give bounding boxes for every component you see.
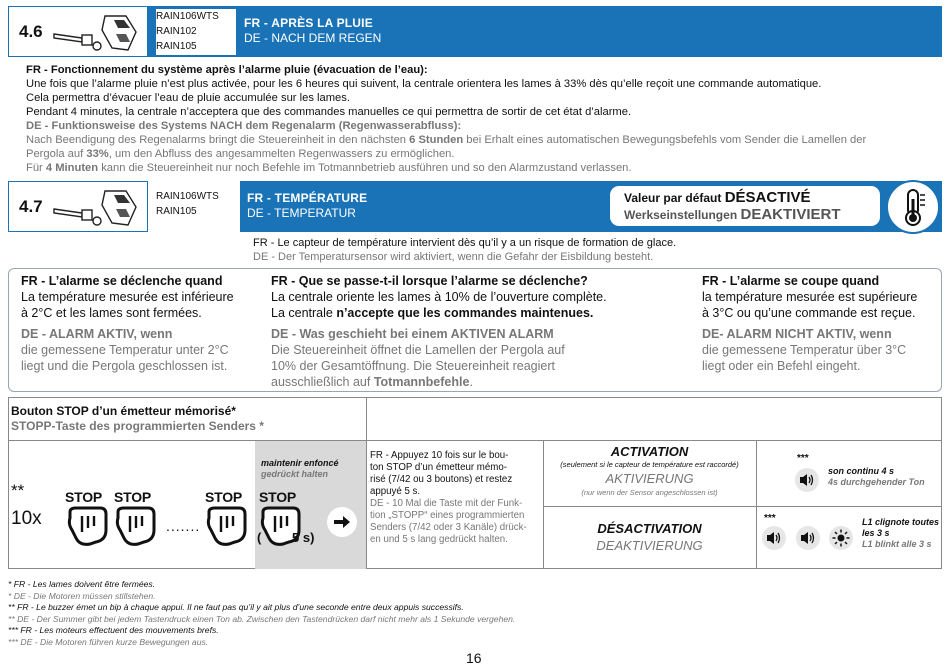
c2-fr-bold: n’accepte que les commandes maintenues.: [336, 306, 594, 320]
rain-de-text: bei Erhalt eines automatischen Bewegungsbefehls vom Sender die Lamellen der: [463, 134, 867, 146]
thermometer-badge: [886, 180, 940, 234]
ellipsis: .......: [166, 518, 201, 534]
c1-fr-line: à 2°C et les lames sont fermées.: [21, 306, 202, 320]
instr-de-line: tion „STOPP“ eines programmierten: [370, 510, 525, 521]
result-fr: les 3 s: [862, 528, 890, 538]
header-de: STOPP-Taste des programmierten Senders *: [11, 419, 264, 433]
instr-de-line: en und 5 s lang gedrückt halten.: [370, 534, 508, 545]
pergola-motor-icon: [52, 187, 142, 227]
title-de: DE - TEMPERATUR: [247, 206, 356, 220]
c3-fr-line: la température mesurée est supérieure: [702, 290, 918, 304]
model-name: RAIN106WTS: [156, 191, 219, 202]
instruction-text: [370, 450, 542, 546]
instr-de-line: Senders (7/42 oder 3 Kanäle) drück-: [370, 522, 527, 533]
c3-de-line: die gemessene Temperatur über 3°C: [702, 343, 907, 357]
c3-de-line: liegt oder ein Befehl eingeht.: [702, 359, 861, 373]
c1-de-line: die gemessene Temperatur unter 2°C: [21, 343, 229, 357]
hold-time: 5 s): [292, 530, 315, 545]
rain-de-bold: 4 Minuten: [45, 162, 99, 174]
table-divider: [8, 440, 942, 441]
c3-fr-head: FR - L’alarme se coupe quand: [702, 274, 880, 288]
stop-label: STOP: [259, 489, 297, 505]
rain-de-text: Nach Beendigung des Regenalarms bringt die Steuereinheit in den nächsten: [26, 134, 410, 146]
hold-de: gedrückt halten: [261, 469, 329, 479]
activation-de: AKTIVIERUNG: [605, 471, 694, 486]
default-fr: [624, 189, 880, 206]
temperature-intro: [253, 236, 676, 264]
c2-de-line: Die Steuereinheit öffnet die Lamellen der Pergola auf: [271, 343, 565, 357]
hand-press-icon: [66, 506, 110, 548]
footnote: *** DE - Die Motoren führen kurze Bewegungen aus.: [8, 636, 209, 647]
rain-paragraph: [26, 63, 926, 175]
footnote: * FR - Les lames doivent être fermées.: [8, 579, 156, 589]
c2-de-text: .: [469, 375, 473, 389]
deactivation-cell: [543, 521, 756, 554]
result-fr: L1 clignote toutes: [862, 517, 940, 527]
result-de: L1 blinkt alle 3 s: [862, 539, 932, 549]
model-name: RAIN105: [156, 206, 197, 217]
header-fr: Bouton STOP d’un émetteur mémorisé*: [11, 404, 236, 418]
default-de: [624, 206, 880, 223]
speaker-icon: [762, 526, 786, 550]
rain-de-text: Pergola auf: [26, 148, 87, 160]
c1-fr-head: FR - L’alarme se déclenche quand: [21, 274, 223, 288]
rain-de-heading: DE - Funktionsweise des Systems NACH dem Regenalarm (Regenwasserabfluss):: [26, 120, 462, 132]
alarm-col-effect: [271, 273, 671, 390]
result-de: 4s durchgehender Ton: [828, 477, 925, 487]
speaker-icon: [795, 468, 819, 492]
instr-fr-line: FR - Appuyez 10 fois sur le bou-: [370, 450, 509, 461]
section-number: 4.7: [19, 196, 43, 216]
default-de-label: Werkseinstellungen: [624, 208, 741, 222]
c2-de-bold: Totmannbefehle: [373, 375, 470, 389]
c2-fr-line: La centrale oriente les lames à 10% de l’ouverture complète.: [271, 290, 607, 304]
activation-de-note: (nur wenn der Sensor angeschlossen ist): [581, 488, 718, 497]
rain-de-line: [26, 161, 926, 175]
arrow-right-icon: [327, 507, 357, 537]
rain-de-text: , um den Abfluss des angesammelten Regenwassers zu ermöglichen.: [108, 148, 455, 160]
table-divider: [756, 441, 757, 569]
default-value-box: [610, 186, 880, 226]
footnote: ** DE - Der Summer gibt bei jedem Tastendruck einen Ton ab. Zwischen den Tastendrücken darf nicht mehr als 1 Sekunde vergehen.: [8, 613, 516, 624]
alarm-col-trigger: [21, 273, 251, 374]
title-de: DE - NACH DEM REGEN: [244, 31, 382, 45]
c1-de-head: DE - ALARM AKTIV, wenn: [21, 327, 173, 341]
rain-fr-heading: FR - Fonctionnement du système après l’alarme pluie (évacuation de l’eau):: [26, 64, 428, 76]
table-header: [11, 404, 264, 434]
footnotes: [8, 579, 938, 649]
deactivation-fr: DÉSACTIVATION: [597, 521, 702, 536]
speaker-icon: [796, 526, 820, 550]
model-name: RAIN106WTS: [156, 11, 219, 22]
table-divider: [366, 397, 367, 569]
press-count: 10x: [11, 508, 42, 529]
c1-fr-line: La température mesurée est inférieure: [21, 290, 234, 304]
c2-fr-text: La centrale: [271, 306, 337, 320]
c2-de-head: DE - Was geschieht bei einem AKTIVEN ALARM: [271, 327, 554, 341]
c3-de-head: DE- ALARM NICHT AKTIV, wenn: [702, 327, 892, 341]
default-de-value: DEAKTIVIERT: [740, 206, 841, 223]
intro-de: DE - Der Temperatursensor wird aktiviert, wenn die Gefahr der Eisbildung besteht.: [253, 251, 654, 263]
instr-fr-line: risé (7/42 ou 3 boutons) et restez: [370, 474, 513, 485]
hold-paren: (: [257, 530, 262, 545]
pergola-motor-icon: [52, 12, 142, 52]
page-number: 16: [466, 650, 482, 664]
default-fr-label: Valeur par défaut: [624, 191, 725, 205]
footnote: * DE - Die Motoren müssen stillstehen.: [8, 590, 156, 601]
instr-de-line: DE - 10 Mal die Taste mit der Funk-: [370, 498, 523, 509]
section-number: 4.6: [19, 21, 43, 41]
title-fr: FR - APRÈS LA PLUIE: [244, 16, 373, 30]
c2-fr-line: [271, 305, 671, 321]
deactivation-de: DEAKTIVIERUNG: [596, 538, 703, 553]
section-4-6-title: [244, 16, 381, 45]
hand-press-icon: [205, 506, 249, 548]
press-count-stars: **: [11, 481, 25, 500]
stop-label: STOP: [65, 489, 103, 505]
section-4-6-models: [156, 9, 236, 55]
rain-de-text: kann die Steuereinheit nur noch Befehle im Totmannbetrieb ausführen und so den Alarmzustand verlassen.: [98, 162, 632, 174]
stop-label: STOP: [114, 489, 152, 505]
c2-de-line: 10% der Gesamtöffnung. Die Steuereinheit reagiert: [271, 359, 555, 373]
footnote: *** FR - Les moteurs effectuent des mouvements brefs.: [8, 625, 219, 636]
c3-fr-line: à 3°C ou qu’une commande est reçue.: [702, 306, 916, 320]
alarm-col-release: [702, 273, 937, 374]
light-blink-icon: [829, 526, 853, 550]
c2-fr-head: FR - Que se passe-t-il lorsque l’alarme se déclenche?: [271, 274, 588, 288]
section-4-7-title: [247, 191, 367, 220]
rain-de-line: [26, 133, 926, 147]
c2-de-line: [271, 374, 671, 390]
rain-fr-line: Pendant 4 minutes, la centrale n’acceptera que des commandes manuelles ce qui permettra de sortir de cet état d’alarme.: [26, 106, 632, 118]
c1-de-line: liegt und die Pergola geschlossen ist.: [21, 359, 228, 373]
model-name: RAIN105: [156, 41, 197, 52]
default-fr-value: DÉSACTIVÉ: [724, 189, 811, 206]
hold-instruction: [261, 458, 339, 480]
section-4-6-band: [8, 6, 942, 57]
instr-fr-line: appuyé 5 s.: [370, 486, 421, 497]
rain-de-bold: 6 Stunden: [409, 134, 464, 146]
result-stars: ***: [764, 513, 776, 524]
hand-press-icon: [114, 506, 158, 548]
model-name: RAIN102: [156, 26, 197, 37]
result-deactivation: [862, 517, 939, 550]
stop-label: STOP: [205, 489, 243, 505]
activation-fr: ACTIVATION: [610, 444, 689, 459]
result-stars: ***: [797, 453, 809, 464]
rain-de-bold: 33%: [86, 148, 109, 160]
rain-fr-line: Cela permettra d’évacuer l’eau de pluie accumulée sur les lames.: [26, 92, 350, 104]
result-activation: [828, 466, 925, 488]
result-fr: son continu 4 s: [828, 466, 895, 476]
rain-fr-line: Une fois que l’alarme pluie n’est plus activée, pour les 6 heures qui suivent, la centrale orientera les lames à 33% dès qu’elle reçoit une commande automatique.: [26, 78, 822, 90]
section-4-7-models: [156, 189, 236, 219]
activation-cell: [543, 444, 756, 498]
activation-fr-note: (seulement si le capteur de température est raccordé): [560, 460, 739, 469]
rain-de-text: Für: [26, 162, 46, 174]
footnote: ** FR - Le buzzer émet un bip à chaque appui. Il ne faut pas qu’il y ait plus d’une seconde entre deux appuis successifs.: [8, 602, 464, 613]
thermometer-icon: [896, 187, 930, 227]
instr-fr-line: ton STOP d’un émetteur mémo-: [370, 462, 507, 473]
rain-de-line: [26, 147, 926, 161]
intro-fr: FR - Le capteur de température intervient dès qu’il y a un risque de formation de glace.: [253, 237, 677, 249]
hold-fr: maintenir enfoncé: [261, 458, 339, 468]
c2-de-text: ausschließlich auf: [271, 375, 374, 389]
table-divider: [543, 506, 942, 507]
title-fr: FR - TEMPÉRATURE: [247, 191, 368, 205]
